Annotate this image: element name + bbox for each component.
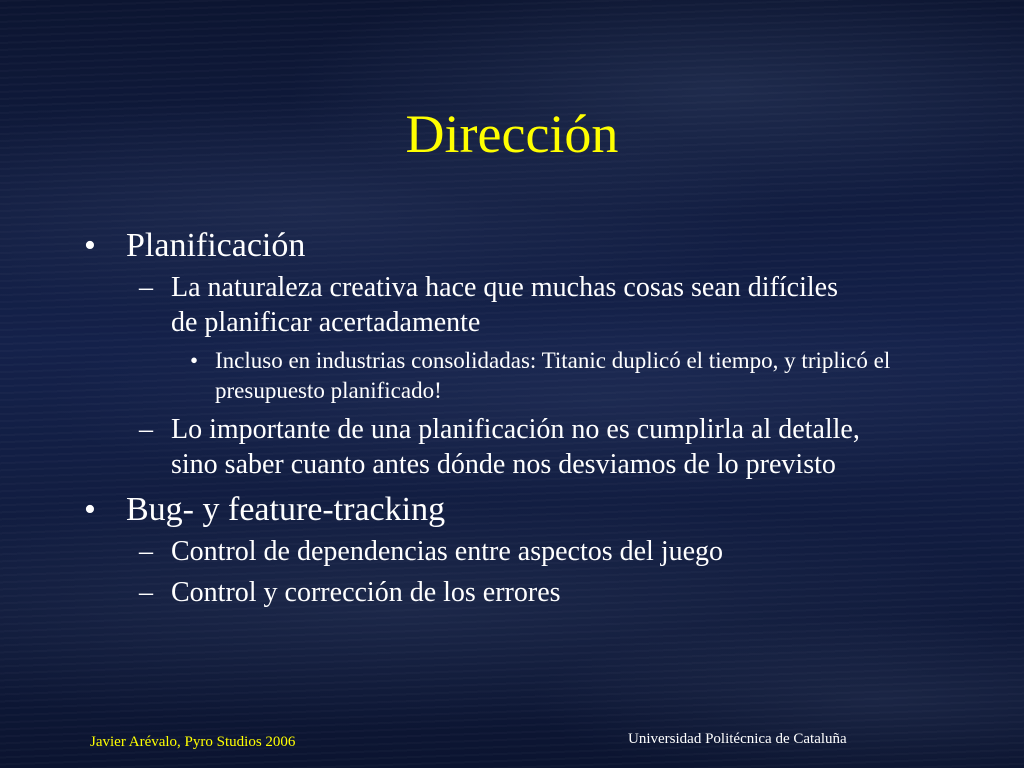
bullet-marker: • (84, 227, 96, 264)
dash-marker: – (139, 577, 153, 608)
bullet-level2 (82, 575, 871, 610)
bullet-level3 (82, 346, 935, 406)
bullet-level2 (82, 270, 871, 340)
footer-institution: Universidad Politécnica de Cataluña (628, 731, 847, 747)
bullet-level1 (82, 490, 962, 530)
slide-title: Dirección (405, 104, 619, 164)
bullet-text: Incluso en industrias consolidadas: Titanic duplicó el tiempo, y triplicó el presupuesto planificado! (215, 348, 891, 403)
bullet-level2 (82, 412, 871, 482)
bullet-level2 (82, 534, 871, 569)
bullet-text: La naturaleza creativa hace que muchas cosas sean difíciles de planificar acertadamente (171, 272, 838, 338)
bullet-marker: • (190, 348, 199, 373)
bullet-text: Control y corrección de los errores (171, 577, 561, 608)
dash-marker: – (139, 536, 153, 567)
footer-author: Javier Arévalo, Pyro Studios 2006 (90, 734, 296, 750)
dash-marker: – (139, 414, 153, 445)
slide-body (82, 226, 962, 616)
bullet-text: Bug- y feature-tracking (126, 491, 446, 528)
bullet-text: Planificación (126, 227, 306, 264)
bullet-text: Lo importante de una planificación no es cumplirla al detalle, sino saber cuanto antes dónde nos desviamos de lo previsto (171, 414, 860, 480)
bullet-level1 (82, 226, 962, 266)
bullet-marker: • (84, 491, 96, 528)
bullet-text: Control de dependencias entre aspectos del juego (171, 536, 724, 567)
dash-marker: – (139, 272, 153, 303)
